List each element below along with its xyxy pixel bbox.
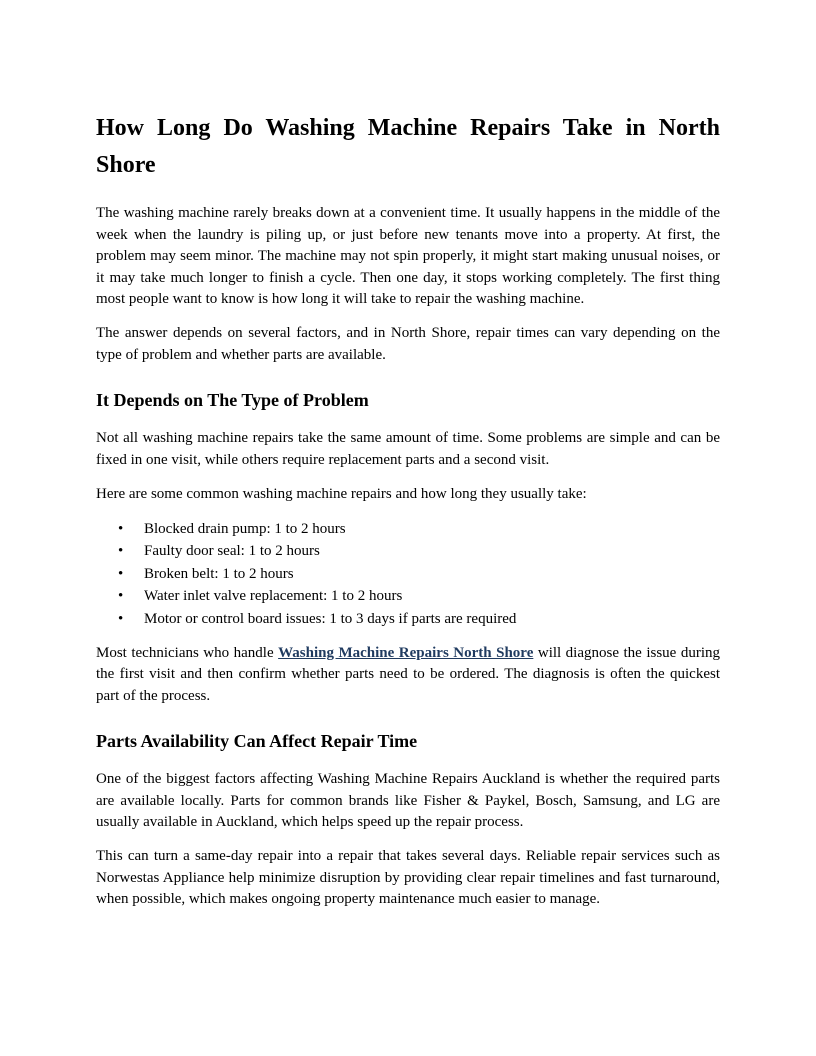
- section1-paragraph-3: [96, 643, 720, 708]
- section-heading-problem-type: It Depends on The Type of Problem: [96, 390, 369, 410]
- list-item: [118, 540, 720, 563]
- bullet-icon: •: [118, 610, 124, 627]
- section2-paragraph-1: One of the biggest factors affecting Washing Machine Repairs Auckland is whether the required parts are available locally. Parts for common brands like Fisher & Paykel, Bosch, Samsung, and LG are usually available in Auckland, which helps speed up the repair process.: [96, 771, 720, 830]
- repair-times-list: [96, 518, 720, 631]
- bullet-icon: •: [118, 565, 124, 582]
- section1-paragraph-1: Not all washing machine repairs take the same amount of time. Some problems are simple and can be fixed in one visit, while others require replacement parts and a second visit.: [96, 430, 720, 468]
- list-item-text: Water inlet valve replacement: 1 to 2 hours: [144, 588, 403, 604]
- section2-paragraph-2: This can turn a same-day repair into a repair that takes several days. Reliable repair services such as Norwestas Appliance help minimize disruption by providing clear repair timelines and fast turnaround, when possible, which makes ongoing property maintenance much easier to manage.: [96, 848, 720, 907]
- section-heading-parts-availability: Parts Availability Can Affect Repair Time: [96, 731, 418, 751]
- section1-paragraph-2: Here are some common washing machine repairs and how long they usually take:: [96, 485, 587, 502]
- list-item: [118, 563, 720, 586]
- intro-paragraph-1: The washing machine rarely breaks down at a convenient time. It usually happens in the middle of the week when the laundry is piling up, or just before new tenants move into a property. At first, the problem may seem minor. The machine may not spin properly, it might start making unusual noises, or it may take much longer to finish a cycle. Then one day, it stops working completely. The first thing most people want to know is how long it will take to repair the washing machine.: [96, 205, 720, 307]
- list-item: [118, 585, 720, 608]
- list-item: [118, 608, 720, 631]
- list-item-text: Blocked drain pump: 1 to 2 hours: [144, 520, 346, 537]
- list-item-text: Faulty door seal: 1 to 2 hours: [144, 543, 320, 559]
- list-item-text: Broken belt: 1 to 2 hours: [144, 565, 294, 582]
- washing-machine-repairs-north-shore-link[interactable]: Washing Machine Repairs North Shore: [278, 644, 534, 661]
- document-title: How Long Do Washing Machine Repairs Take in North Shore: [96, 115, 720, 178]
- intro-paragraph-2: The answer depends on several factors, and in North Shore, repair times can vary depending on the type of problem and whether parts are available.: [96, 325, 720, 363]
- list-item: [118, 518, 720, 541]
- bullet-icon: •: [118, 543, 124, 559]
- list-item-text: Motor or control board issues: 1 to 3 days if parts are required: [144, 610, 517, 627]
- bullet-icon: •: [118, 588, 124, 604]
- paragraph-text-after-link: will diagnose the issue during the first visit and then confirm whether parts need to be ordered. The diagnosis is often the quickest part of the process.: [96, 644, 720, 704]
- bullet-icon: •: [118, 520, 124, 537]
- paragraph-text-before-link: Most technicians who handle: [96, 644, 279, 661]
